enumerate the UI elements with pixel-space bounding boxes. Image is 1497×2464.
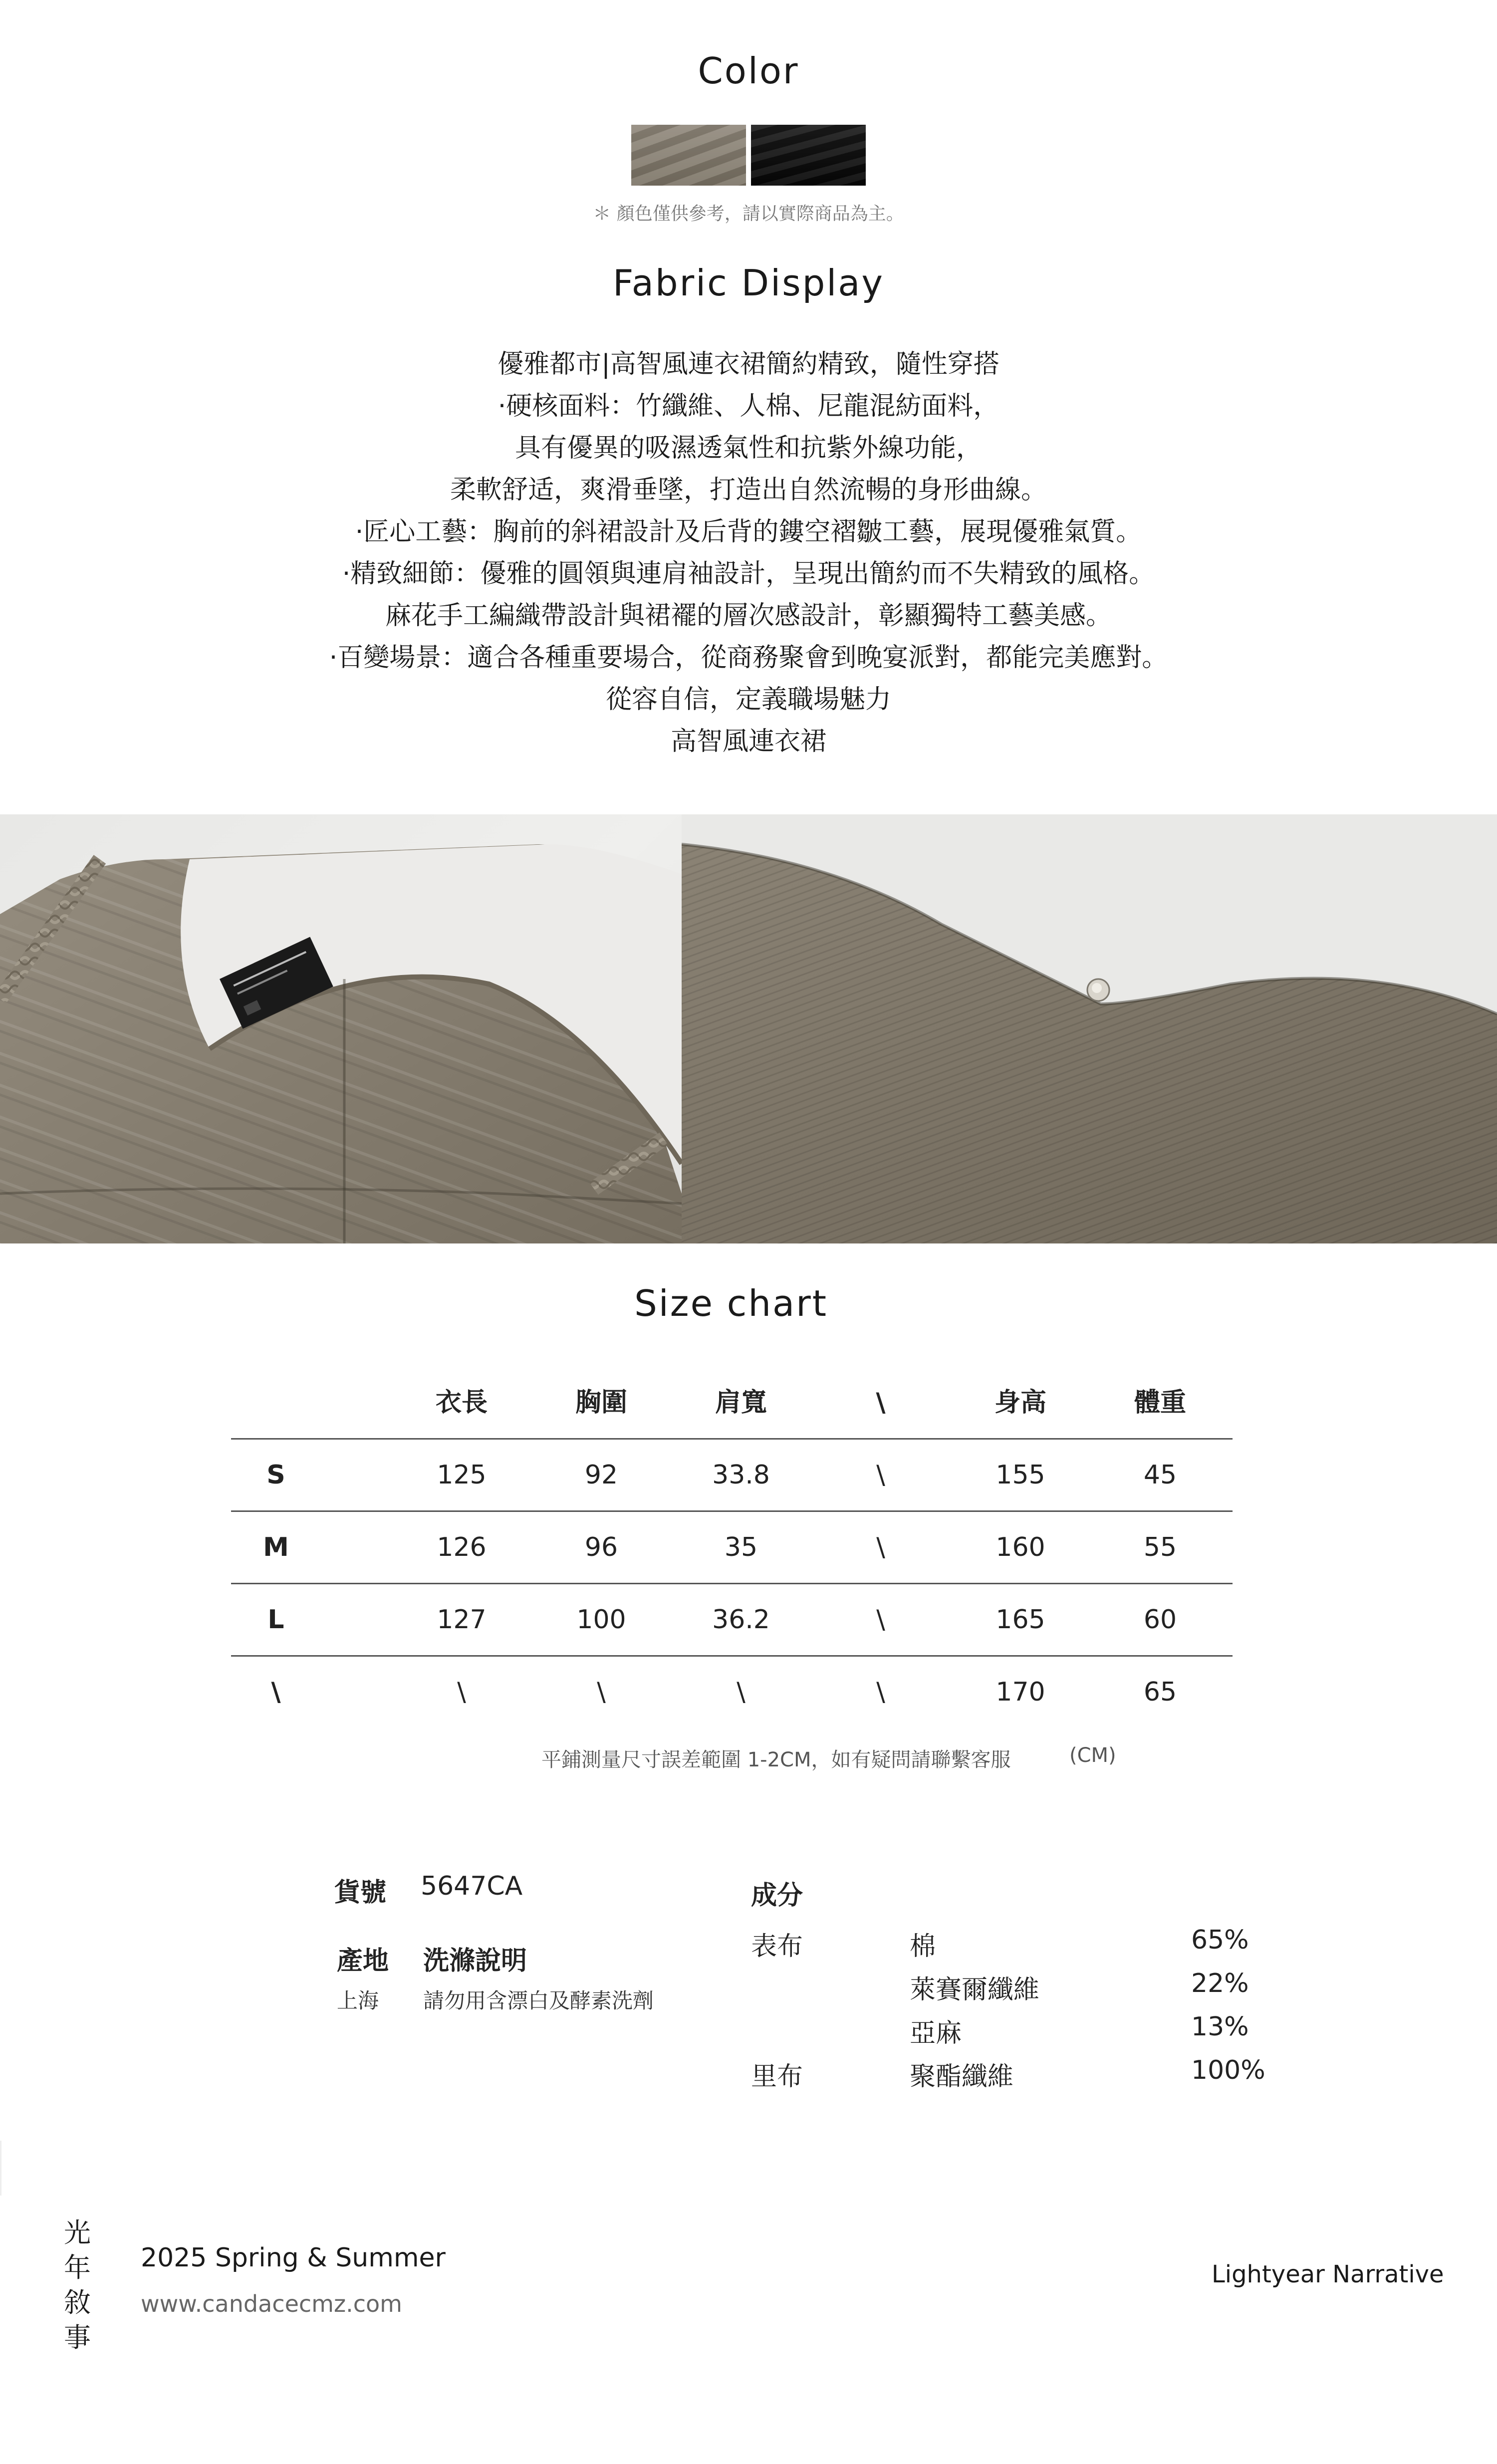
season-text: 2025 Spring & Summer (141, 2243, 446, 2273)
fabric-title: Fabric Display (612, 262, 885, 304)
table-cell: \ (457, 1677, 466, 1707)
table-row (231, 1440, 1233, 1510)
black-swatch[interactable] (751, 125, 866, 186)
composition-label: 成分 (751, 1881, 803, 1911)
color-title: Color (698, 50, 799, 92)
care-value: 請勿用含漂白及酵素洗劑 (423, 1988, 654, 2013)
table-cell: \ (876, 1532, 885, 1562)
size-chart-table (231, 1367, 1233, 1727)
size-chart-title: Size chart (634, 1282, 828, 1324)
table-row (231, 1512, 1233, 1583)
brand-char: 敘 (64, 2287, 91, 2318)
table-row (231, 1657, 1233, 1727)
outer-label: 表布 (751, 1932, 803, 1962)
care-label: 洗滌說明 (423, 1946, 527, 1976)
table-row (231, 1584, 1233, 1655)
desc-line: 具有優異的吸濕透氣性和抗紫外線功能， (514, 433, 982, 463)
desc-line: ·精致細節：優雅的圓領與連肩袖設計，呈現出簡約而不失精致的風格。 (342, 559, 1155, 589)
material-pct: 13% (1191, 2012, 1249, 2042)
size-label: M (263, 1532, 289, 1562)
origin-value: 上海 (337, 1988, 379, 2013)
table-cell: 160 (996, 1532, 1045, 1562)
table-cell: 170 (996, 1677, 1045, 1707)
header-cell: 身高 (994, 1388, 1047, 1418)
table-cell: 60 (1143, 1605, 1177, 1635)
size-label: S (266, 1460, 285, 1490)
dress-neckline-photo (0, 814, 682, 1243)
table-cell: 100 (576, 1605, 626, 1635)
desc-line: 優雅都市|高智風連衣裙簡約精致，隨性穿搭 (498, 349, 999, 379)
desc-line: 從容自信，定義職場魅力 (605, 685, 891, 715)
table-cell: 96 (584, 1532, 618, 1562)
color-note: ＊ 顏色僅供參考，請以實際商品為主。 (593, 204, 904, 224)
header-cell: 衣長 (435, 1388, 488, 1418)
origin-label: 產地 (337, 1946, 389, 1976)
table-cell: \ (876, 1605, 885, 1635)
dress-neckline-illustration (0, 814, 682, 1243)
lining-label: 里布 (751, 2062, 803, 2092)
brand-char: 事 (64, 2322, 91, 2353)
material-name: 棉 (910, 1932, 936, 1962)
website-link[interactable]: www.candacecmz.com (141, 2290, 402, 2317)
desc-line: ·百變場景：適合各種重要場合，從商務聚會到晚宴派對，都能完美應對。 (329, 643, 1168, 673)
header-cell: 胸圍 (575, 1388, 628, 1418)
table-header-row (231, 1367, 1233, 1438)
header-cell: 肩寬 (715, 1388, 767, 1418)
vertical-brand-name (60, 2216, 95, 2355)
table-cell: 55 (1143, 1532, 1177, 1562)
brand-english-name: Lightyear Narrative (1212, 2260, 1444, 2288)
table-cell: 33.8 (712, 1460, 770, 1490)
table-cell: 36.2 (712, 1605, 770, 1635)
table-cell: \ (876, 1460, 885, 1490)
table-cell: 65 (1143, 1677, 1177, 1707)
brand-char: 光 (64, 2217, 91, 2248)
material-name: 亞麻 (910, 2018, 962, 2048)
fabric-description (0, 343, 1497, 762)
table-cell: 126 (437, 1532, 487, 1562)
button-icon (1087, 979, 1109, 1001)
item-no-label: 貨號 (334, 1878, 387, 1908)
item-no-value: 5647CA (421, 1871, 523, 1901)
footer-edge-mark (0, 2141, 1, 2196)
table-cell: 45 (1143, 1460, 1177, 1490)
header-cell: 體重 (1134, 1388, 1187, 1418)
size-label: L (267, 1605, 284, 1635)
table-cell: 127 (437, 1605, 487, 1635)
table-cell: \ (876, 1677, 885, 1707)
size-chart-note: 平鋪測量尺寸誤差範圍 1-2CM，如有疑問請聯繫客服 (541, 1748, 1011, 1771)
desc-line: ·匠心工藝：胸前的斜裙設計及后背的鏤空褶皺工藝，展現優雅氣質。 (355, 517, 1142, 547)
dress-shoulder-button-photo (682, 814, 1497, 1243)
table-cell: 125 (437, 1460, 487, 1490)
material-name: 萊賽爾纖維 (910, 1975, 1040, 2005)
desc-line: ·硬核面料：竹纖維、人棉、尼龍混紡面料， (498, 391, 999, 421)
dress-shoulder-illustration (682, 814, 1497, 1243)
material-pct: 22% (1191, 1969, 1249, 1998)
table-cell: 35 (724, 1532, 758, 1562)
table-cell: 155 (996, 1460, 1045, 1490)
brand-char: 年 (64, 2252, 91, 2283)
khaki-swatch[interactable] (631, 125, 746, 186)
header-cell: \ (876, 1388, 886, 1418)
table-cell: \ (737, 1677, 746, 1707)
table-cell: 165 (996, 1605, 1045, 1635)
desc-line: 柔軟舒适，爽滑垂墜，打造出自然流暢的身形曲線。 (450, 475, 1047, 505)
material-name: 聚酯纖維 (910, 2062, 1014, 2092)
desc-line: 高智風連衣裙 (670, 727, 826, 756)
size-chart-unit: (CM) (1069, 1744, 1116, 1767)
table-cell: \ (597, 1677, 606, 1707)
size-label: \ (271, 1677, 281, 1707)
material-pct: 100% (1191, 2055, 1265, 2085)
table-cell: 92 (584, 1460, 618, 1490)
material-pct: 65% (1191, 1925, 1249, 1955)
desc-line: 麻花手工編織帶設計與裙襬的層次感設計，彰顯獨特工藝美感。 (385, 601, 1112, 631)
